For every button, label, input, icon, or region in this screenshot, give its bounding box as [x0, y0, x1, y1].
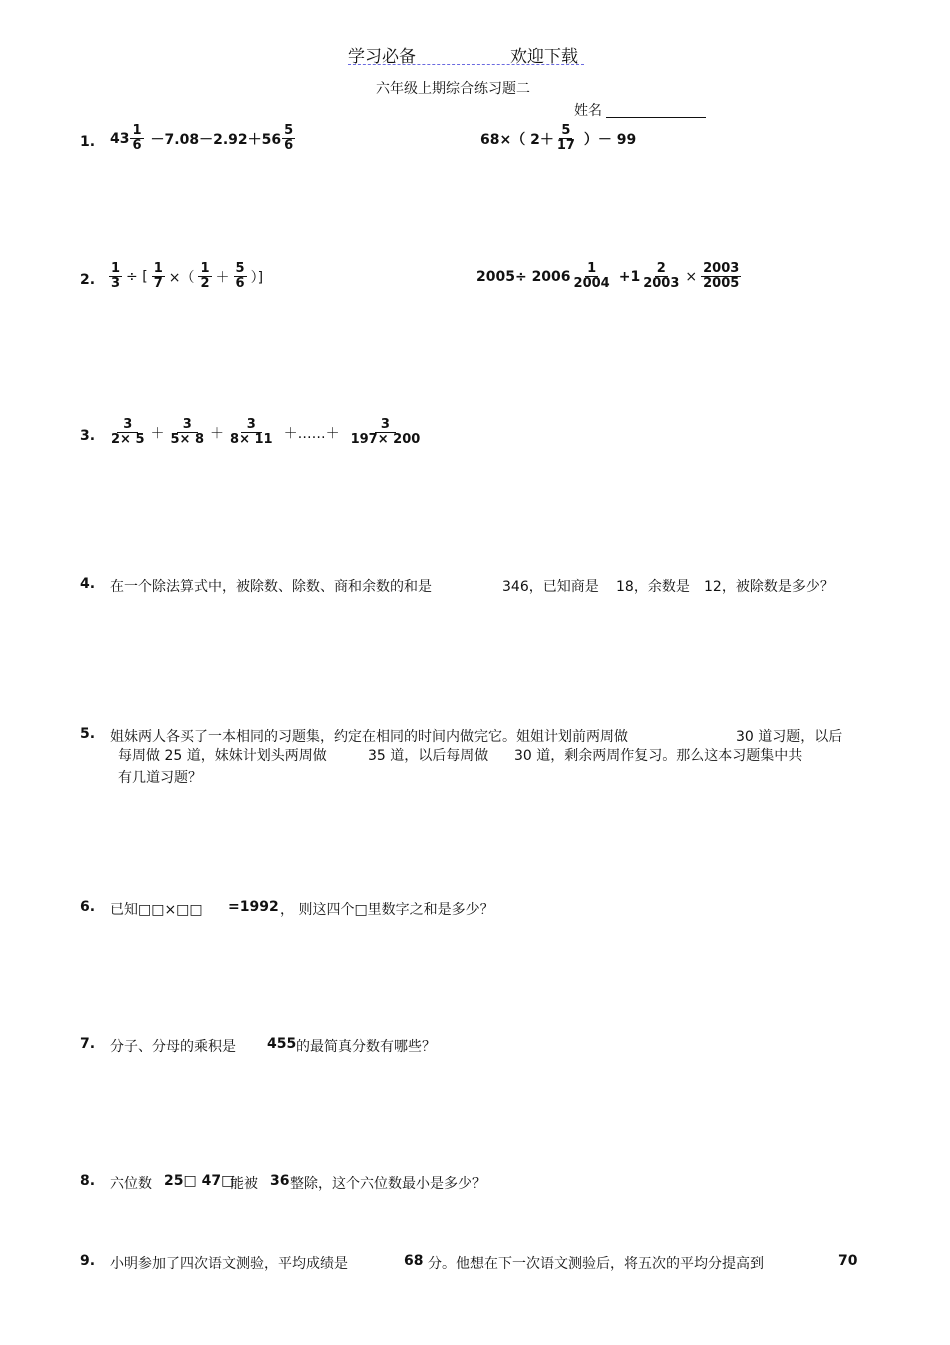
question-number-4: 4. [80, 576, 96, 592]
q6-pre: 已知□□×□□ [110, 902, 203, 918]
question-number-3: 3. [80, 428, 96, 444]
q2-expression-a: $\frac{1}{3}$ ÷ [ $\frac{1}{7}$ ×（ $\frac{1}{2}$ ＋ $\frac{5}{6}$ ）] [111, 261, 264, 291]
q1-b-frac: $\frac{5}{17}$ [556, 123, 575, 153]
q6-post: ， 则这四个□里数字之和是多少？ [280, 902, 494, 918]
question-number-1: 1. [80, 134, 96, 150]
header-underline [348, 64, 584, 65]
q3-expression: $\frac{3}{2\times 5}$ ＋ $\frac{3}{5\times 8}$ ＋ $\frac{3}{8\times 11}$ ＋……＋ $\frac{3}{197\times 200}$ [111, 417, 421, 447]
q9-value2: 70 [838, 1253, 858, 1269]
q1-a-frac2: $\frac{5}{6}$ [284, 123, 294, 153]
q5-line1a: 姐妹两人各买了一本相同的习题集，约定在相同的时间内做完它。姐姐计划前两周做 [110, 729, 628, 745]
q8-value2: 36 [270, 1173, 290, 1189]
question-number-6: 6. [80, 899, 96, 915]
q4-text-1: 在一个除法算式中，被除数、除数、商和余数的和是 [110, 579, 432, 595]
q6-value: =1992 [228, 899, 279, 915]
q4-text-3: 18，余数是 [616, 579, 690, 595]
q1-expression-a [110, 124, 296, 153]
q7-post: 的最简真分数有哪些？ [296, 1039, 436, 1055]
q1-a-middle: －7.08－2.92＋56 [150, 131, 282, 148]
question-number-7: 7. [80, 1036, 96, 1052]
question-number-9: 9. [80, 1253, 96, 1269]
q2-expression-b: 2005÷ 2006 $\frac{1}{2004}$ +1 $\frac{2}{2003}$ × $\frac{2003}{2005}$ [476, 261, 740, 291]
q1-a-frac1: $\frac{1}{6}$ [132, 123, 142, 153]
q5-line2b: 35 道，以后每周做 [368, 748, 489, 764]
name-blank [606, 117, 706, 118]
q7-pre: 分子、分母的乘积是 [110, 1039, 236, 1055]
q5-line1b: 30 道习题，以后 [736, 729, 843, 745]
q9-value: 68 [404, 1253, 424, 1269]
question-number-8: 8. [80, 1173, 96, 1189]
header-right: 欢迎下载 [510, 47, 578, 67]
q5-line3: 有几道习题？ [118, 770, 202, 786]
question-number-2: 2. [80, 272, 96, 288]
q5-line2a: 每周做 25 道，妹妹计划头两周做 [118, 748, 327, 764]
q4-text-2: 346，已知商是 [502, 579, 599, 595]
q9-mid: 分。他想在下一次语文测验后，将五次的平均分提高到 [428, 1256, 764, 1272]
name-label: 姓名 [574, 103, 602, 119]
q4-text-4: 12，被除数是多少？ [704, 579, 834, 595]
q9-pre: 小明参加了四次语文测验，平均成绩是 [110, 1256, 348, 1272]
q8-post: 整除，这个六位数最小是多少？ [290, 1176, 486, 1192]
q8-mid: 能被 [230, 1176, 258, 1192]
q1-expression-b [480, 124, 636, 153]
q1-a-whole: 43 [110, 130, 130, 147]
question-number-5: 5. [80, 726, 96, 742]
q5-line2c: 30 道，剩余两周作复习。那么这本习题集中共 [514, 748, 803, 764]
q8-pre: 六位数 [110, 1176, 152, 1192]
q1-b-post: ）－ 99 [583, 131, 637, 148]
q1-b-pre: 68×（ 2＋ [480, 131, 554, 148]
header-left: 学习必备 [348, 47, 416, 67]
q7-value: 455 [267, 1036, 297, 1052]
q8-value: 25□ 47□ [164, 1173, 235, 1189]
page-title: 六年级上期综合练习题二 [376, 81, 530, 97]
